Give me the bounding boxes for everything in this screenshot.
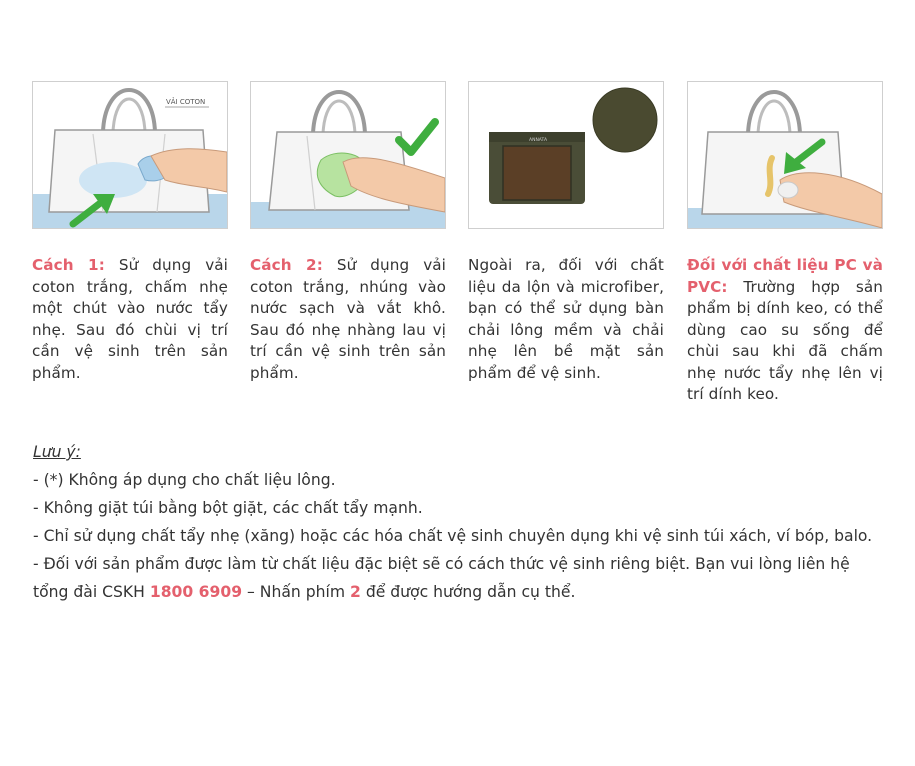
step-2-text: Sử dụng vải coton trắng, nhúng vào nước sạch và vắt khô. Sau đó nhẹ nhàng lau vị trí cần vệ sinh trên sản phẩm. bbox=[250, 256, 447, 382]
step-2-illustration bbox=[250, 81, 446, 229]
wallet-image bbox=[469, 82, 663, 228]
step-1-caption bbox=[32, 255, 228, 384]
step-2-caption bbox=[250, 255, 446, 384]
note-item-4 bbox=[33, 550, 885, 606]
step-3-illustration bbox=[468, 81, 664, 229]
step-4-caption bbox=[687, 255, 883, 406]
step-1-label: Cách 1: bbox=[32, 256, 105, 274]
step-card-4 bbox=[687, 81, 883, 406]
note-item-4-prefix: - Đối với sản phẩm được làm từ chất liệu đặc biệt sẽ có cách thức vệ sinh riêng biệt. Bạn vui lòng liên hệ tổng đài CSKH bbox=[33, 555, 850, 601]
notes-section bbox=[33, 438, 885, 606]
step-3-caption bbox=[468, 255, 664, 384]
note-item-4-suffix: để được hướng dẫn cụ thể. bbox=[360, 583, 576, 601]
step-card-2 bbox=[250, 81, 446, 384]
step-4-text: Trường hợp sản phẩm bị dính keo, có thể dùng cao su sống để chùi sau khi đã chấm nhẹ nước tẩy nhẹ lên vị trí dính keo. bbox=[687, 277, 883, 403]
step-2-label: Cách 2: bbox=[250, 256, 323, 274]
notes-title: Lưu ý: bbox=[33, 443, 81, 461]
note-item-1: - (*) Không áp dụng cho chất liệu lông. bbox=[33, 471, 336, 489]
hotline-key: 2 bbox=[350, 583, 361, 601]
hotline-number[interactable]: 1800 6909 bbox=[149, 583, 243, 601]
note-item-4-mid: – Nhấn phím bbox=[242, 583, 350, 601]
step-card-3 bbox=[468, 81, 664, 384]
wallet-brand: ANNATA bbox=[529, 138, 548, 143]
step-card-1 bbox=[32, 81, 228, 384]
note-item-3: - Chỉ sử dụng chất tẩy nhẹ (xăng) hoặc các hóa chất vệ sinh chuyên dụng khi vệ sinh túi xách, ví bóp, balo. bbox=[33, 527, 873, 545]
step-1-illustration bbox=[32, 81, 228, 229]
notes-title-line bbox=[33, 438, 885, 466]
cleaning-steps bbox=[32, 81, 884, 411]
step-4-label: Đối với chất liệu PC và PVC: bbox=[687, 256, 883, 296]
step-1-text: Sử dụng vải coton trắng, chấm nhẹ một chút vào nước tẩy nhẹ. Sau đó chùi vị trí cần vệ sinh trên sản phẩm. bbox=[32, 256, 229, 382]
step-4-illustration bbox=[687, 81, 883, 229]
step-3-text: Ngoài ra, đối với chất liệu da lộn và microfiber, bạn có thể sử dụng bàn chải lông mềm và chải nhẹ lên bề mặt sản phẩm để vệ sinh. bbox=[468, 256, 664, 382]
note-item-2: - Không giặt túi bằng bột giặt, các chất tẩy mạnh. bbox=[33, 499, 423, 517]
bag-wiping-image bbox=[251, 82, 445, 228]
bag-cleaning-image bbox=[33, 82, 227, 228]
fabric-label: VẢI COTON bbox=[166, 98, 206, 106]
glue-removal-image bbox=[688, 82, 882, 228]
